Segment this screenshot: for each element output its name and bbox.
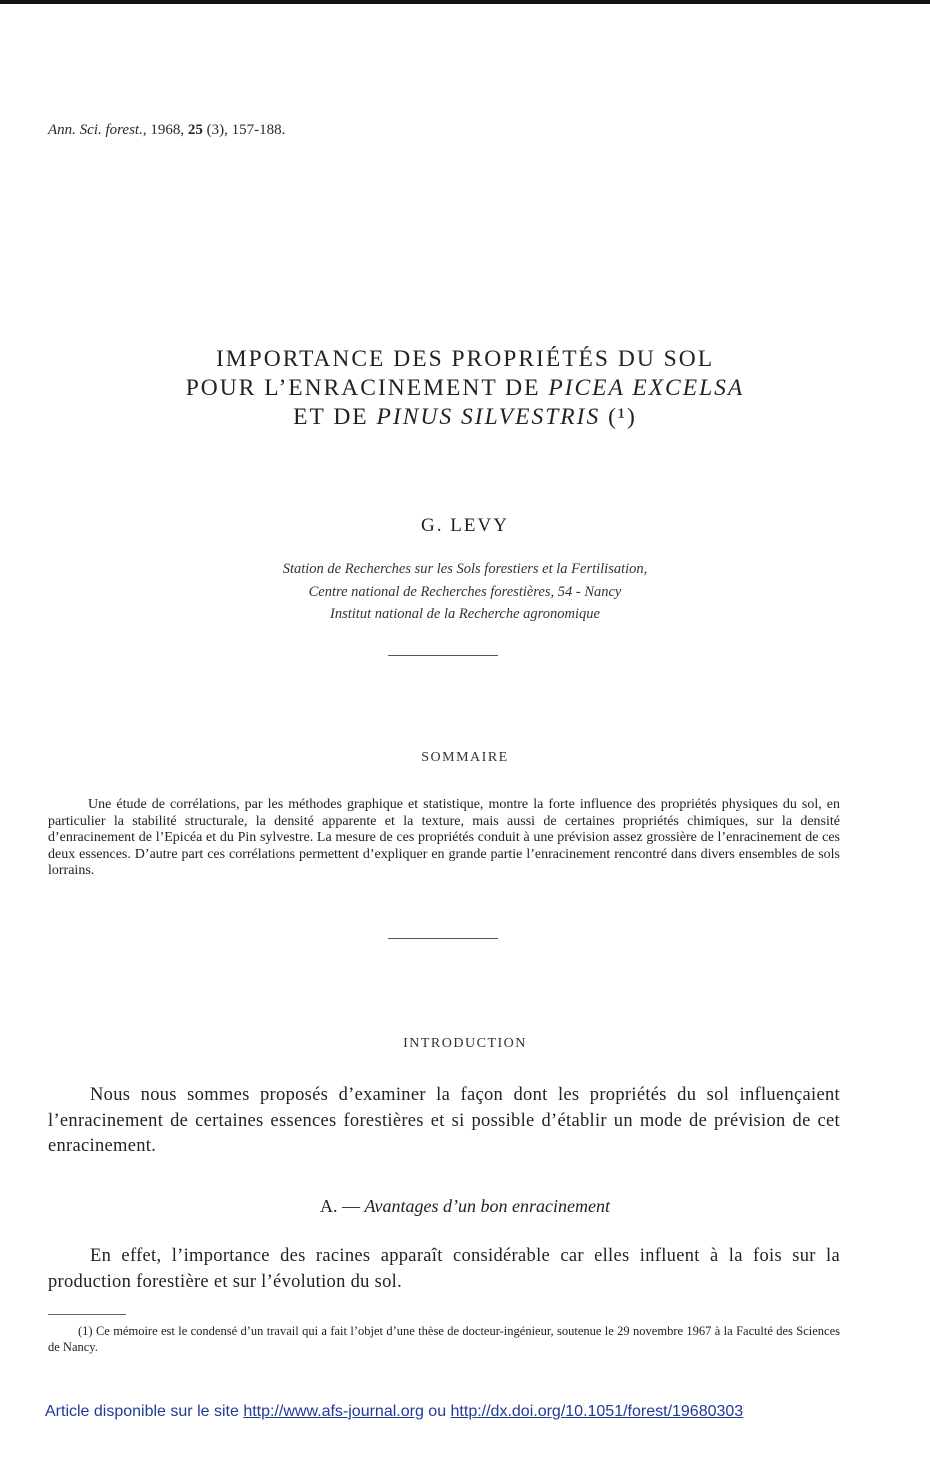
footnote-rule <box>48 1314 126 1315</box>
section-a-paragraph: En effet, l’importance des racines apparaît considérable car elles influent à la fois sur la production forestière et sur l’évolution du sol. <box>48 1246 840 1292</box>
title-line-1: IMPORTANCE DES PROPRIÉTÉS DU SOL <box>215 346 715 372</box>
summary-heading: SOMMAIRE <box>421 750 509 765</box>
author-name: G. LEVY <box>421 515 509 536</box>
availability-middle: ou <box>423 1403 451 1420</box>
affiliation-line-2: Centre national de Recherches forestières, 54 - Nancy <box>308 583 622 600</box>
footnote-text: (1) Ce mémoire est le condensé d’un travail qui a fait l’objet d’une thèse de docteur-ingénieur, soutenue le 29 novembre 1967 à la Faculté des Sciences de Nancy. <box>48 1324 840 1354</box>
section-a-heading <box>0 1196 930 1217</box>
title-footnote-marker: (¹) <box>600 404 637 430</box>
affiliation-line-3: Institut national de la Recherche agronomique <box>330 606 600 622</box>
section-a-body <box>48 1244 840 1295</box>
article-title <box>0 345 930 432</box>
doi-link[interactable]: http://dx.doi.org/10.1051/forest/19680303 <box>450 1403 744 1420</box>
availability-prefix: Article disponible sur le site <box>45 1403 244 1420</box>
journal-name: Ann. Sci. forest. <box>48 122 143 138</box>
citation-line <box>48 122 285 139</box>
title-line-3-prefix: ET DE <box>293 404 377 430</box>
availability-notice <box>45 1403 743 1421</box>
author-affiliation <box>0 558 930 626</box>
footnote <box>48 1324 840 1355</box>
title-species-pinus: PINUS SILVESTRIS <box>376 404 601 430</box>
title-line-2 <box>0 374 930 403</box>
summary-paragraph: Une étude de corrélations, par les méthodes graphique et statistique, montre la forte influence des propriétés physiques du sol, en particulier la stabilité structurale, la densité apparente et la texture, mais aussi de certaines propriétés chimiques, sur la densité d’enracinement de l’Epicéa et du Pin sylvestre. La mesure de ces propriétés conduit à une prévision assez grossière de l’enracinement de ces deux essences. D’autre part ces corrélations permettent d’expliquer en grande partie l’enracinement rencontré dans divers ensembles de sols lorrains. <box>48 797 840 879</box>
introduction-body <box>48 1083 840 1160</box>
title-species-picea: PICEA EXCELSA <box>548 375 745 401</box>
introduction-heading: INTRODUCTION <box>403 1036 527 1051</box>
section-a-label: A. — <box>320 1196 365 1216</box>
introduction-paragraph: Nous nous sommes proposés d’examiner la façon dont les propriétés du sol influençaient l’enracinement de certaines essences forestières et si possible d’établir un mode de prévision de cet enracinement. <box>48 1085 840 1156</box>
citation-volume: 25 <box>187 122 203 138</box>
citation-issue-pages: (3), 157-188. <box>202 122 286 138</box>
afs-journal-link[interactable]: http://www.afs-journal.org <box>243 1403 424 1420</box>
separator-rule-1 <box>388 655 498 656</box>
affiliation-line-1: Station de Recherches sur les Sols forestiers et la Fertilisation, <box>282 561 648 577</box>
page-top-border <box>0 0 930 4</box>
separator-rule-2 <box>388 938 498 939</box>
title-line-2-prefix: POUR L’ENRACINEMENT DE <box>185 375 549 401</box>
summary-body <box>48 797 840 880</box>
section-a-title: Avantages d’un bon enracinement <box>364 1196 610 1216</box>
citation-year: , 1968, <box>142 122 188 138</box>
title-line-3 <box>0 403 930 432</box>
